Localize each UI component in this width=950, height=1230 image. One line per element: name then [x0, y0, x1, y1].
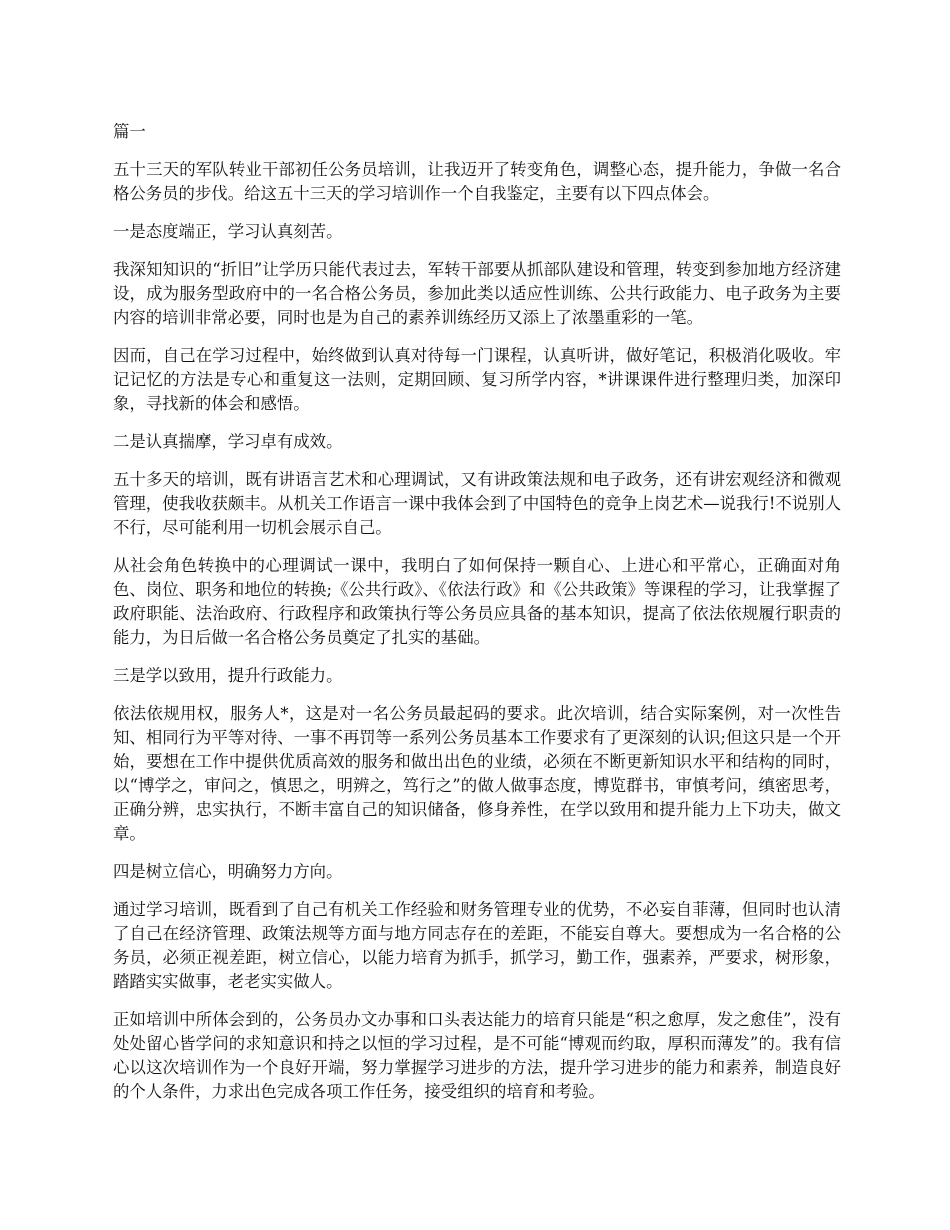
paragraph: 因而，自己在学习过程中，始终做到认真对待每一门课程，认真听讲，做好笔记，积极消化吸收。牢记记忆的方法是专心和重复这一法则，定期回顾、复习所学内容，*讲课课件进行整理归类，加深印象，寻找新的体会和感悟。	[113, 346, 841, 413]
paragraph: 从社会角色转换中的心理调试一课中，我明白了如何保持一颗自心、上进心和平常心，正确面对角色、岗位、职务和地位的转换;《公共行政》、《依法行政》和《公共政策》等课程的学习，让我掌握了政府职能、法治政府、行政程序和政策执行等公务员应具备的基本知识，提高了依法依规履行职责的能力，为日后做一名合格公务员奠定了扎实的基础。	[113, 556, 841, 647]
paragraph: 五十多天的培训，既有讲语言艺术和心理调试，又有讲政策法规和电子政务，还有讲宏观经济和微观管理，使我收获颇丰。从机关工作语言一课中我体会到了中国特色的竞争上岗艺术—说我行!不说别人不行，尽可能利用一切机会展示自己。	[113, 470, 841, 537]
paragraph-intro: 五十三天的军队转业干部初任公务员培训，让我迈开了转变角色，调整心态，提升能力，争做一名合格公务员的步伐。给这五十三天的学习培训作一个自我鉴定，主要有以下四点体会。	[113, 160, 841, 203]
paragraph: 我深知知识的“折旧”让学历只能代表过去，军转干部要从抓部队建设和管理，转变到参加地方经济建设，成为服务型政府中的一名合格公务员，参加此类以适应性训练、公共行政能力、电子政务为主要内容的培训非常必要，同时也是为自己的素养训练经历又添上了浓墨重彩的一笔。	[113, 260, 841, 327]
section-heading-1: 一是态度端正，学习认真刻苦。	[113, 222, 343, 241]
paragraph: 依法依规用权，服务人*，这是对一名公务员最起码的要求。此次培训，结合实际案例，对一次性告知、相同行为平等对待、一事不再罚等一系列公务员基本工作要求有了更深刻的认识;但这只是一个开始，要想在工作中提供优质高效的服务和做出出色的业绩，必须在不断更新知识水平和结构的同时，以“博学之，审问之，慎思之，明辨之，笃行之”的做人做事态度，博览群书，审慎考问，缜密思考，正确分辨，忠实执行，不断丰富自己的知识储备，修身养性，在学以致用和提升能力上下功夫，做文章。	[113, 704, 841, 843]
paragraph: 通过学习培训，既看到了自己有机关工作经验和财务管理专业的优势，不必妄自菲薄，但同时也认清了自己在经济管理、政策法规等方面与地方同志存在的差距，不能妄自尊大。要想成为一名合格的公务员，必须正视差距，树立信心，以能力培育为抓手，抓学习，勤工作，强素养，严要求，树形象，踏踏实实做事，老老实实做人。	[113, 900, 841, 991]
section-heading-4: 四是树立信心，明确努力方向。	[113, 862, 343, 881]
document-title: 篇一	[113, 122, 146, 141]
document-page	[113, 120, 841, 1118]
section-heading-2: 二是认真揣摩，学习卓有成效。	[113, 432, 343, 451]
section-heading-3: 三是学以致用，提升行政能力。	[113, 666, 343, 685]
paragraph-closing: 正如培训中所体会到的，公务员办文办事和口头表达能力的培育只能是“积之愈厚，发之愈佳”，没有处处留心皆学问的求知意识和持之以恒的学习过程，是不可能“博观而约取，厚积而薄发”的。我有信心以这次培训作为一个良好开端，努力掌握学习进步的方法，提升学习进步的能力和素养，制造良好的个人条件，力求出色完成各项工作任务，接受组织的培育和考验。	[113, 1010, 841, 1101]
